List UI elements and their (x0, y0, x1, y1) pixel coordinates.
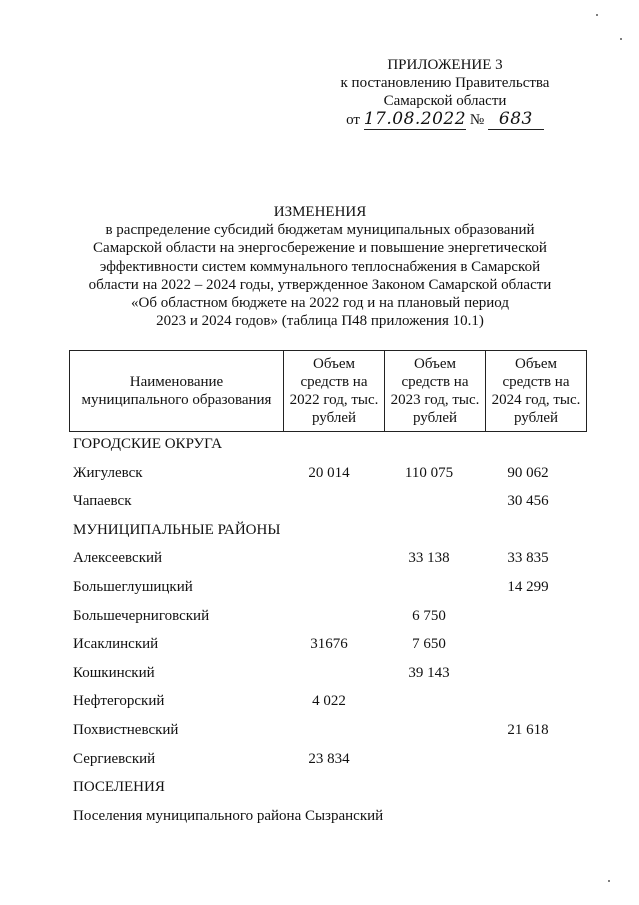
table-row: Сергиевский 23 834 (73, 750, 350, 767)
date-prefix: от (346, 112, 360, 128)
heading-line: области на 2022 – 2024 годы, утвержденное Законом Самарской области (88, 276, 552, 293)
subsidy-table-header (69, 350, 587, 432)
header-2022: Объем средств на 2022 год, тыс. рублей (284, 351, 385, 432)
heading-line: в распределение субсидий бюджетам муниципальных образований (105, 222, 535, 239)
document-heading (40, 203, 600, 330)
table-row: Жигулевск 20 014 110 075 90 062 (73, 464, 549, 481)
scan-speck (608, 880, 610, 882)
handwritten-number: 683 (498, 109, 533, 129)
table-body (69, 430, 579, 830)
table-row: Нефтегорский 4 022 (73, 693, 346, 710)
heading-line: Самарской области на энергосбережение и повышение энергетической (93, 240, 547, 257)
table-row: Исаклинский 31676 7 650 (73, 636, 446, 653)
appendix-line-3: Самарской области (383, 93, 507, 109)
table-row: Поселения муниципального района Сызранский (73, 807, 384, 824)
table-row: Чапаевск 30 456 (73, 493, 549, 510)
table-row: Кошкинский 39 143 (73, 664, 450, 681)
header-2024: Объем средств на 2024 год, тыс. рублей (486, 351, 587, 432)
table-row: Похвистневский 21 618 (73, 721, 549, 738)
appendix-block (300, 56, 590, 130)
heading-line: 2023 и 2024 годов» (таблица П48 приложения 10.1) (156, 313, 484, 330)
table-row: Алексеевский 33 138 33 835 (73, 550, 549, 567)
scan-speck (620, 38, 622, 40)
handwritten-date: 17.08.2022 (363, 109, 467, 129)
heading-line: эффективности систем коммунального теплоснабжения в Самарской (99, 258, 541, 275)
scan-speck (596, 14, 598, 16)
number-prefix: № (469, 112, 485, 128)
heading-line: «Об областном бюджете на 2022 год и на плановый период (131, 295, 509, 312)
appendix-title: ПРИЛОЖЕНИЕ 3 (387, 57, 503, 73)
section-row: ГОРОДСКИЕ ОКРУГА (73, 436, 223, 452)
table-row: Большечерниговский 6 750 (73, 607, 446, 624)
document-title: ИЗМЕНЕНИЯ (273, 204, 367, 220)
table-row: Большеглушицкий 14 299 (73, 578, 549, 595)
appendix-date-line (300, 110, 590, 130)
section-row: ПОСЕЛЕНИЯ (73, 779, 165, 796)
header-name: Наименование муниципального образования (70, 351, 284, 432)
header-2023: Объем средств на 2023 год, тыс. рублей (385, 351, 486, 432)
section-row: МУНИЦИПАЛЬНЫЕ РАЙОНЫ (73, 521, 281, 538)
appendix-line-2: к постановлению Правительства (340, 75, 550, 91)
